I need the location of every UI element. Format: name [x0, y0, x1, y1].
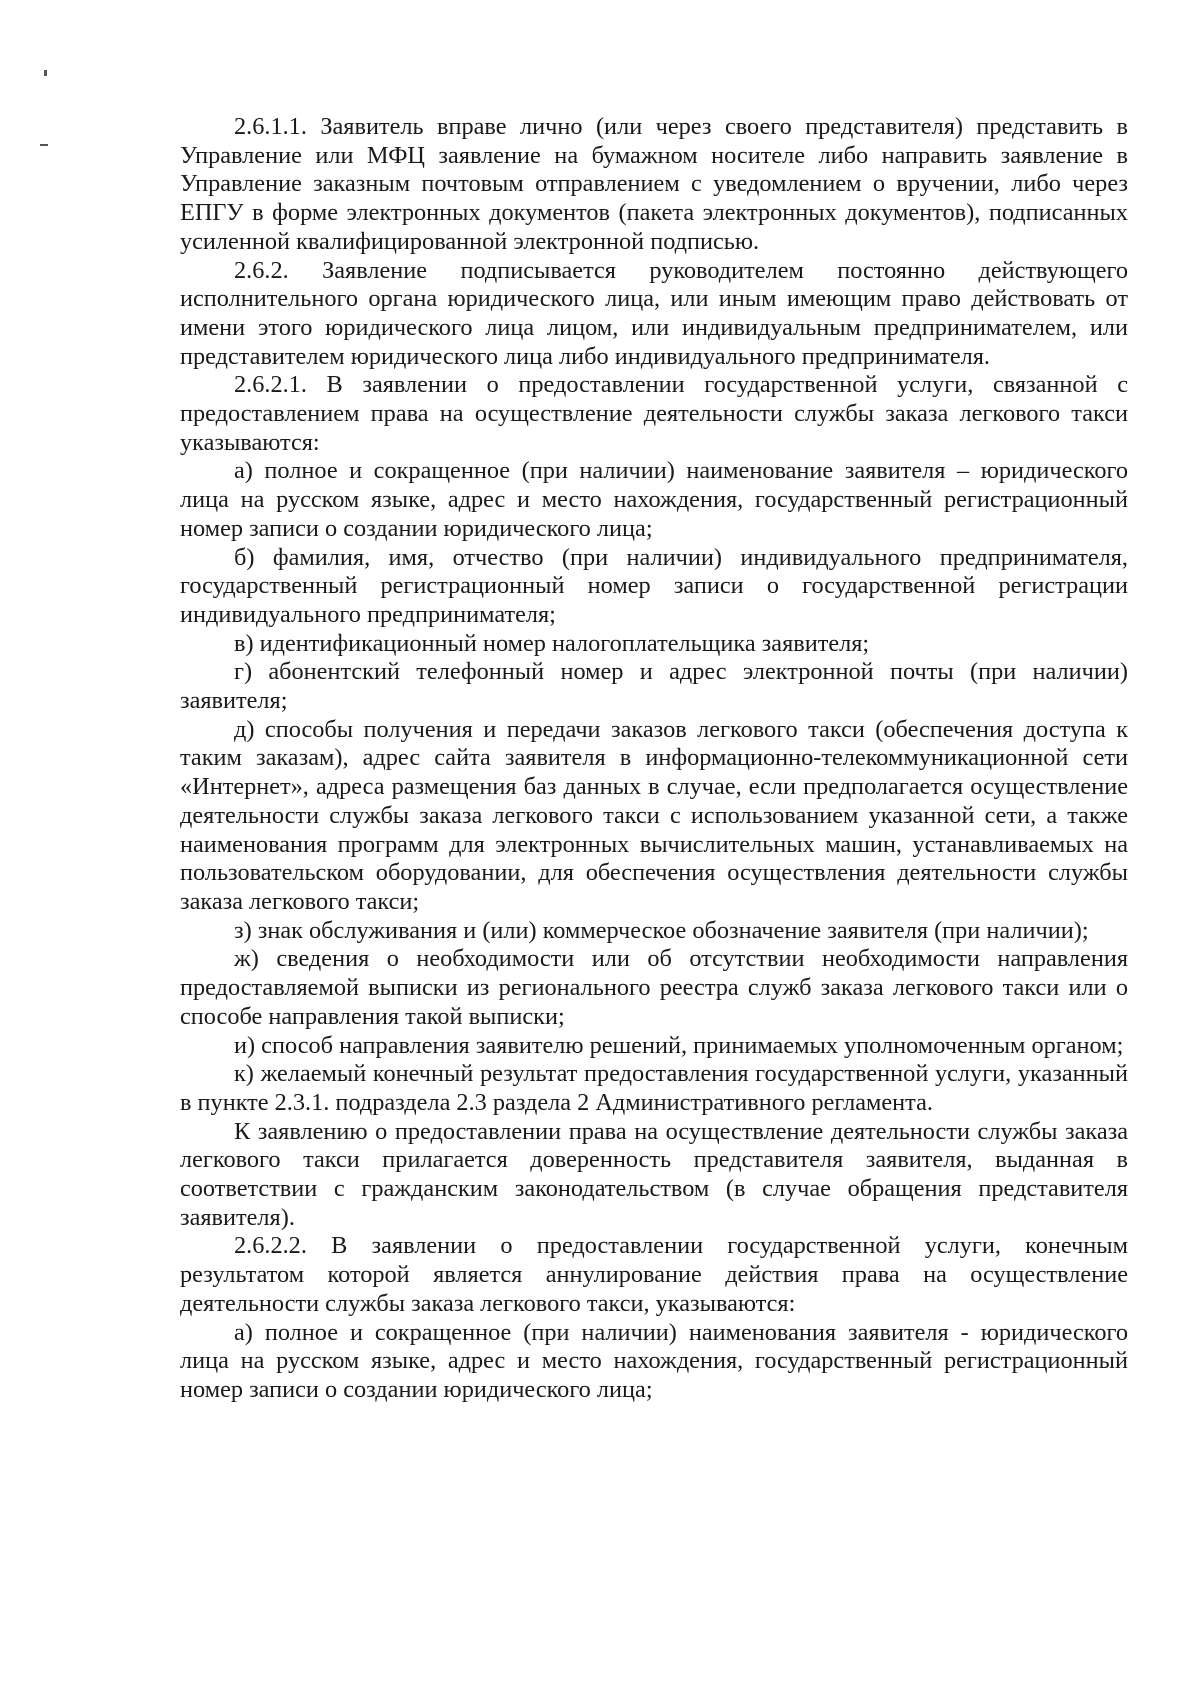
paragraph-attachment: К заявлению о предоставлении права на осуществление деятельности службы заказа легкового такси прилагается доверенность представителя заявителя, выданная в соответствии с гражданским законодательством (в случае обращения представителя заявителя).: [180, 1117, 1128, 1231]
scan-speck: [44, 70, 47, 76]
document-page: [180, 113, 1128, 1405]
list-item-k: к) желаемый конечный результат предоставления государственной услуги, указанный в пункте 2.3.1. подраздела 2.3 раздела 2 Административного регламента.: [180, 1060, 1128, 1116]
list-item-d: д) способы получения и передачи заказов легкового такси (обеспечения доступа к таким заказам), адрес сайта заявителя в информационно-телекоммуникационной сети «Интернет», адреса размещения баз данных в случае, если предполагается осуществление деятельности службы заказа легкового такси с использованием указанной сети, а также наименования программ для электронных вычислительных машин, устанавливаемых на пользовательском оборудовании, для обеспечения осуществления деятельности службы заказа легкового такси;: [180, 715, 1128, 915]
list-item-i: и) способ направления заявителю решений, принимаемых уполномоченным органом;: [234, 1031, 1124, 1059]
list-item-g: г) абонентский телефонный номер и адрес электронной почты (при наличии) заявителя;: [180, 658, 1128, 715]
list-item-a-2: а) полное и сокращенное (при наличии) наименования заявителя - юридического лица на русском языке, адрес и место нахождения, государственный регистрационный номер записи о создании юридического лица;: [180, 1318, 1128, 1403]
list-item-b: б) фамилия, имя, отчество (при наличии) индивидуального предпринимателя, государственный регистрационный номер записи о государственной регистрации индивидуального предпринимателя;: [180, 543, 1128, 628]
paragraph-2-6-2: 2.6.2. Заявление подписывается руководителем постоянно действующего исполнительного органа юридического лица, или иным имеющим право действовать от имени этого юридического лица лицом, или индивидуальным предпринимателем, или представителем юридического лица либо индивидуального предпринимателя.: [180, 256, 1128, 370]
list-item-a: а) полное и сокращенное (при наличии) наименование заявителя – юридического лица на русском языке, адрес и место нахождения, государственный регистрационный номер записи о создании юридического лица;: [180, 457, 1128, 542]
list-item-v: в) идентификационный номер налогоплательщика заявителя;: [234, 629, 870, 657]
paragraph-2-6-1-1: 2.6.1.1. Заявитель вправе лично (или через своего представителя) представить в Управление или МФЦ заявление на бумажном носителе либо направить заявление в Управление заказным почтовым отправлением с уведомлением о вручении, либо через ЕПГУ в форме электронных документов (пакета электронных документов), подписанных усиленной квалифицированной электронной подписью.: [180, 113, 1128, 255]
list-item-zh: ж) сведения о необходимости или об отсутствии необходимости направления предоставляемой выписки из регионального реестра служб заказа легкового такси или о способе направления такой выписки;: [180, 945, 1128, 1030]
paragraph-2-6-2-2: 2.6.2.2. В заявлении о предоставлении государственной услуги, конечным результатом которой является аннулирование действия права на осуществление деятельности службы заказа легкового такси, указываются:: [180, 1232, 1128, 1317]
paragraph-2-6-2-1: 2.6.2.1. В заявлении о предоставлении государственной услуги, связанной с предоставлением права на осуществление деятельности службы заказа легкового такси указываются:: [180, 371, 1128, 456]
list-item-z: з) знак обслуживания и (или) коммерческое обозначение заявителя (при наличии);: [234, 916, 1089, 944]
scan-dash: [40, 144, 48, 146]
